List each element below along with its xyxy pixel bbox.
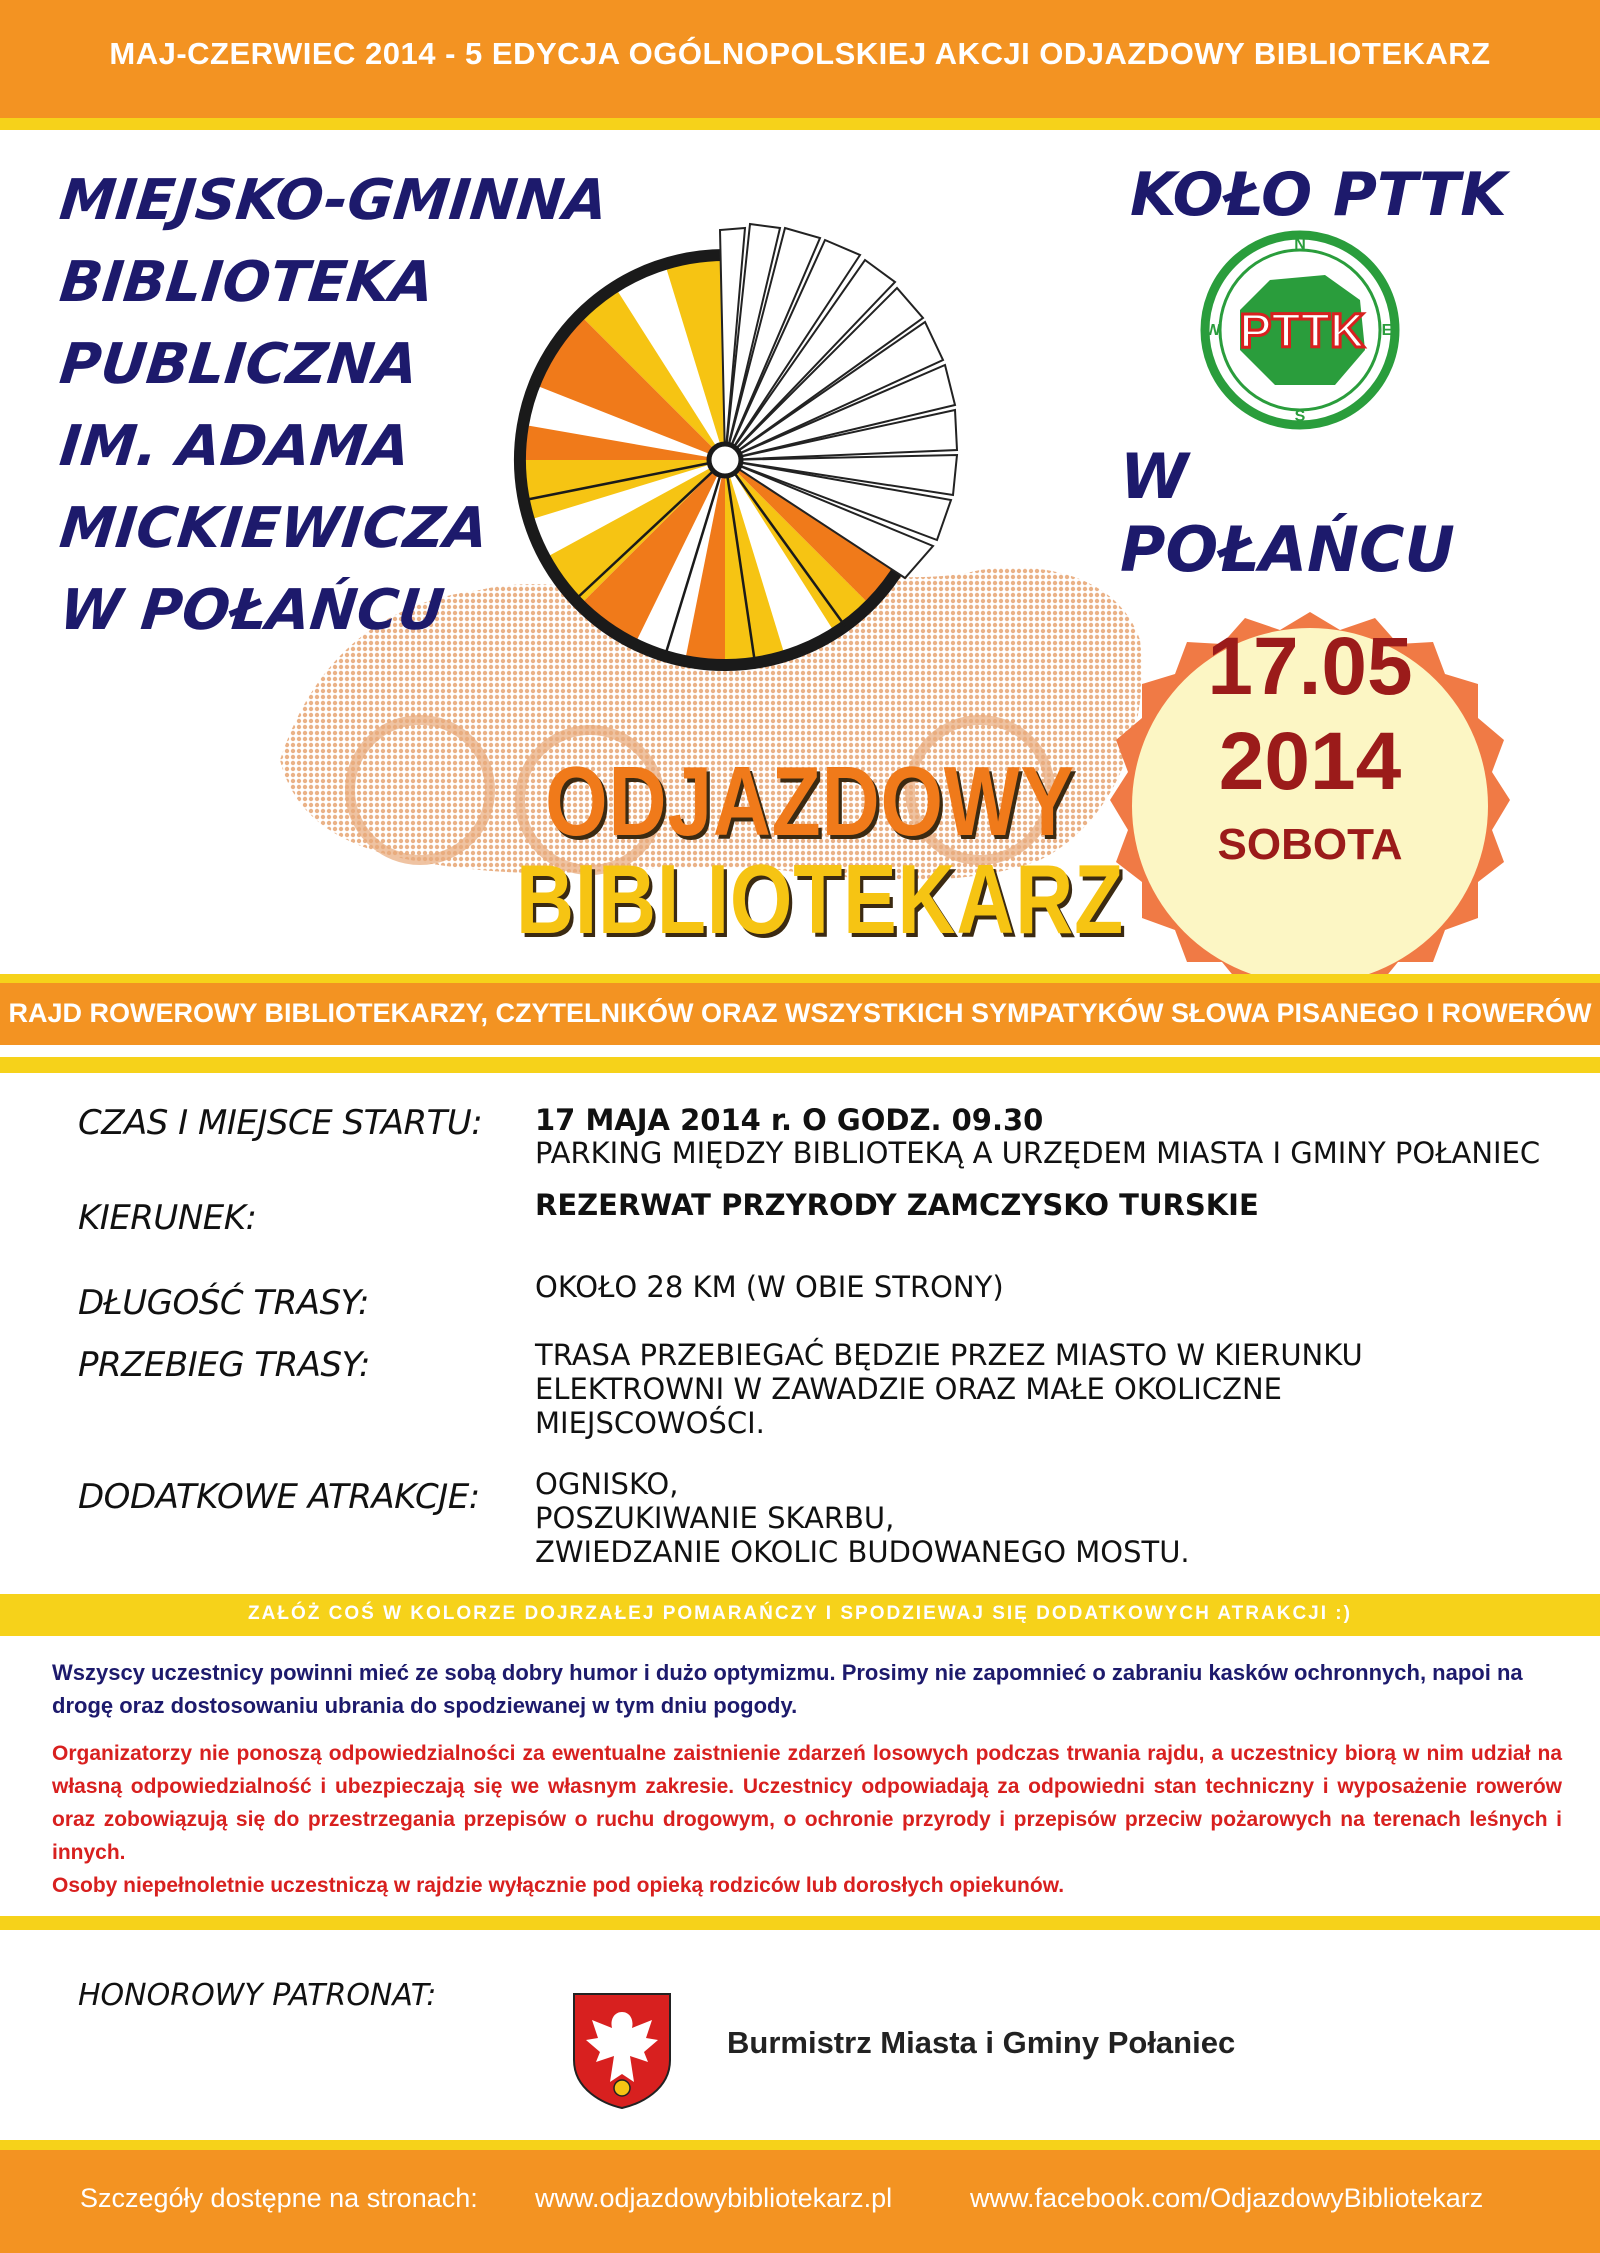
mid-divider-bottom — [0, 1057, 1600, 1073]
library-name-line: MIEJSKO-GMINNA — [56, 168, 611, 233]
library-name-line: PUBLICZNA — [56, 332, 422, 397]
logo-word-odjazdowy: ODJAZDOWY — [545, 746, 1075, 856]
library-name-line: IM. ADAMA — [56, 414, 414, 479]
logo-word-bibliotekarz: BIBLIOTEKARZ — [515, 844, 1125, 954]
info-paragraph-liability — [52, 1737, 1562, 1902]
patronage-name: Burmistrz Miasta i Gminy Połaniec — [727, 2025, 1236, 2060]
library-name-line: MICKIEWICZA — [56, 496, 492, 561]
pttk-title: KOŁO PTTK — [1130, 160, 1507, 230]
detail-label-direction: KIERUNEK: — [78, 1198, 257, 1238]
detail-label-attractions: DODATKOWE ATRAKCJE: — [78, 1477, 480, 1517]
subtitle-text: RAJD ROWEROWY BIBLIOTEKARZY, CZYTELNIKÓW ORAZ WSZYSTKICH SYMPATYKÓW SŁOWA PISANEGO I ROWERÓW — [8, 998, 1592, 1028]
lower-divider — [0, 1916, 1600, 1930]
detail-value-attraction: ZWIEDZANIE OKOLIC BUDOWANEGO MOSTU. — [535, 1535, 1190, 1569]
detail-value-attraction: POSZUKIWANIE SKARBU, — [535, 1501, 895, 1535]
top-banner-text: MAJ-CZERWIEC 2014 - 5 EDYCJA OGÓLNOPOLSKIEJ AKCJI ODJAZDOWY BIBLIOTEKARZ — [109, 36, 1491, 71]
detail-value-start-place: PARKING MIĘDZY BIBLIOTEKĄ A URZĘDEM MIASTA I GMINY POŁANIEC — [535, 1136, 1541, 1170]
library-name — [56, 160, 620, 652]
mid-divider-top — [0, 974, 1600, 983]
footer-label: Szczegóły dostępne na stronach: — [80, 2183, 478, 2213]
detail-value-route-line: ELEKTROWNI W ZAWADZIE ORAZ MAŁE OKOLICZNE — [535, 1372, 1282, 1406]
pttk-city: W POŁAŃCU — [1120, 440, 1455, 586]
compass-e-label: E — [1381, 322, 1393, 339]
detail-value-route-line: MIEJSCOWOŚCI. — [535, 1406, 765, 1440]
footer-link-facebook[interactable]: www.facebook.com/OdjazdowyBibliotekarz — [970, 2183, 1484, 2213]
event-date-day-month: 17.05 — [1207, 621, 1413, 712]
compass-w-label: W — [1205, 322, 1221, 339]
detail-label-length: DŁUGOŚĆ TRASY: — [78, 1283, 369, 1323]
detail-value-start-time: 17 MAJA 2014 r. O GODZ. 09.30 — [535, 1103, 1044, 1137]
polaniec-coat-of-arms-icon — [570, 1990, 674, 2110]
info-paragraph-participants: Wszyscy uczestnicy powinni mieć ze sobą dobry humor i dużo optymizmu. Prosimy nie zapomnieć o zabraniu kasków ochronnych, napoi na drogę oraz dostosowaniu ubrania do spodziewanej w tym dniu pogody. — [52, 1660, 1523, 1718]
compass-n-label: N — [1294, 236, 1306, 253]
detail-value-direction: REZERWAT PRZYRODY ZAMCZYSKO TURSKIE — [535, 1188, 1259, 1222]
detail-label-start: CZAS I MIEJSCE STARTU: — [78, 1103, 483, 1143]
library-name-line: W POŁAŃCU — [56, 578, 448, 643]
detail-value-length: OKOŁO 28 KM (W OBIE STRONY) — [535, 1270, 1004, 1304]
detail-value-attraction: OGNISKO, — [535, 1467, 679, 1501]
compass-s-label: S — [1294, 408, 1306, 425]
top-divider — [0, 118, 1600, 130]
footer-divider — [0, 2140, 1600, 2150]
info-paragraph-liability-text: Organizatorzy nie ponoszą odpowiedzialności za ewentualne zaistnienie zdarzeń losowych podczas trwania rajdu, a uczestnicy biorą w nim udział na własną odpowiedzialność i ubezpieczają się we własnym zakresie. Uczestnicy odpowiadają za odpowiedni stan techniczny i wyposażenie rowerów oraz zobowiązują się do przestrzegania przepisów o ruchu drogowym, o ochronie przyrody i przepisów przeciw pożarowych na terenach leśnych i innych. — [52, 1742, 1562, 1864]
detail-value-route-line: TRASA PRZEBIEGAĆ BĘDZIE PRZEZ MIASTO W KIERUNKU — [535, 1338, 1363, 1372]
patronage-label: HONOROWY PATRONAT: — [78, 1978, 437, 2013]
library-name-line: BIBLIOTEKA — [56, 250, 437, 315]
footer-link-website[interactable]: www.odjazdowybibliotekarz.pl — [535, 2183, 893, 2213]
info-paragraph-minors-text: Osoby niepełnoletnie uczestniczą w rajdzie wyłącznie pod opieką rodziców lub dorosłych opiekunów. — [52, 1874, 1065, 1897]
event-date-weekday: SOBOTA — [1217, 820, 1403, 869]
pttk-compass-logo-icon — [1195, 225, 1405, 435]
pttk-badge-text: PTTK — [1239, 305, 1365, 358]
event-date-year: 2014 — [1218, 716, 1402, 807]
note-text: ZAŁÓŻ COŚ W KOLORZE DOJRZAŁEJ POMARAŃCZY I SPODZIEWAJ SIĘ DODATKOWYCH ATRAKCJI :) — [248, 1603, 1352, 1624]
detail-label-route: PRZEBIEG TRASY: — [78, 1345, 370, 1385]
